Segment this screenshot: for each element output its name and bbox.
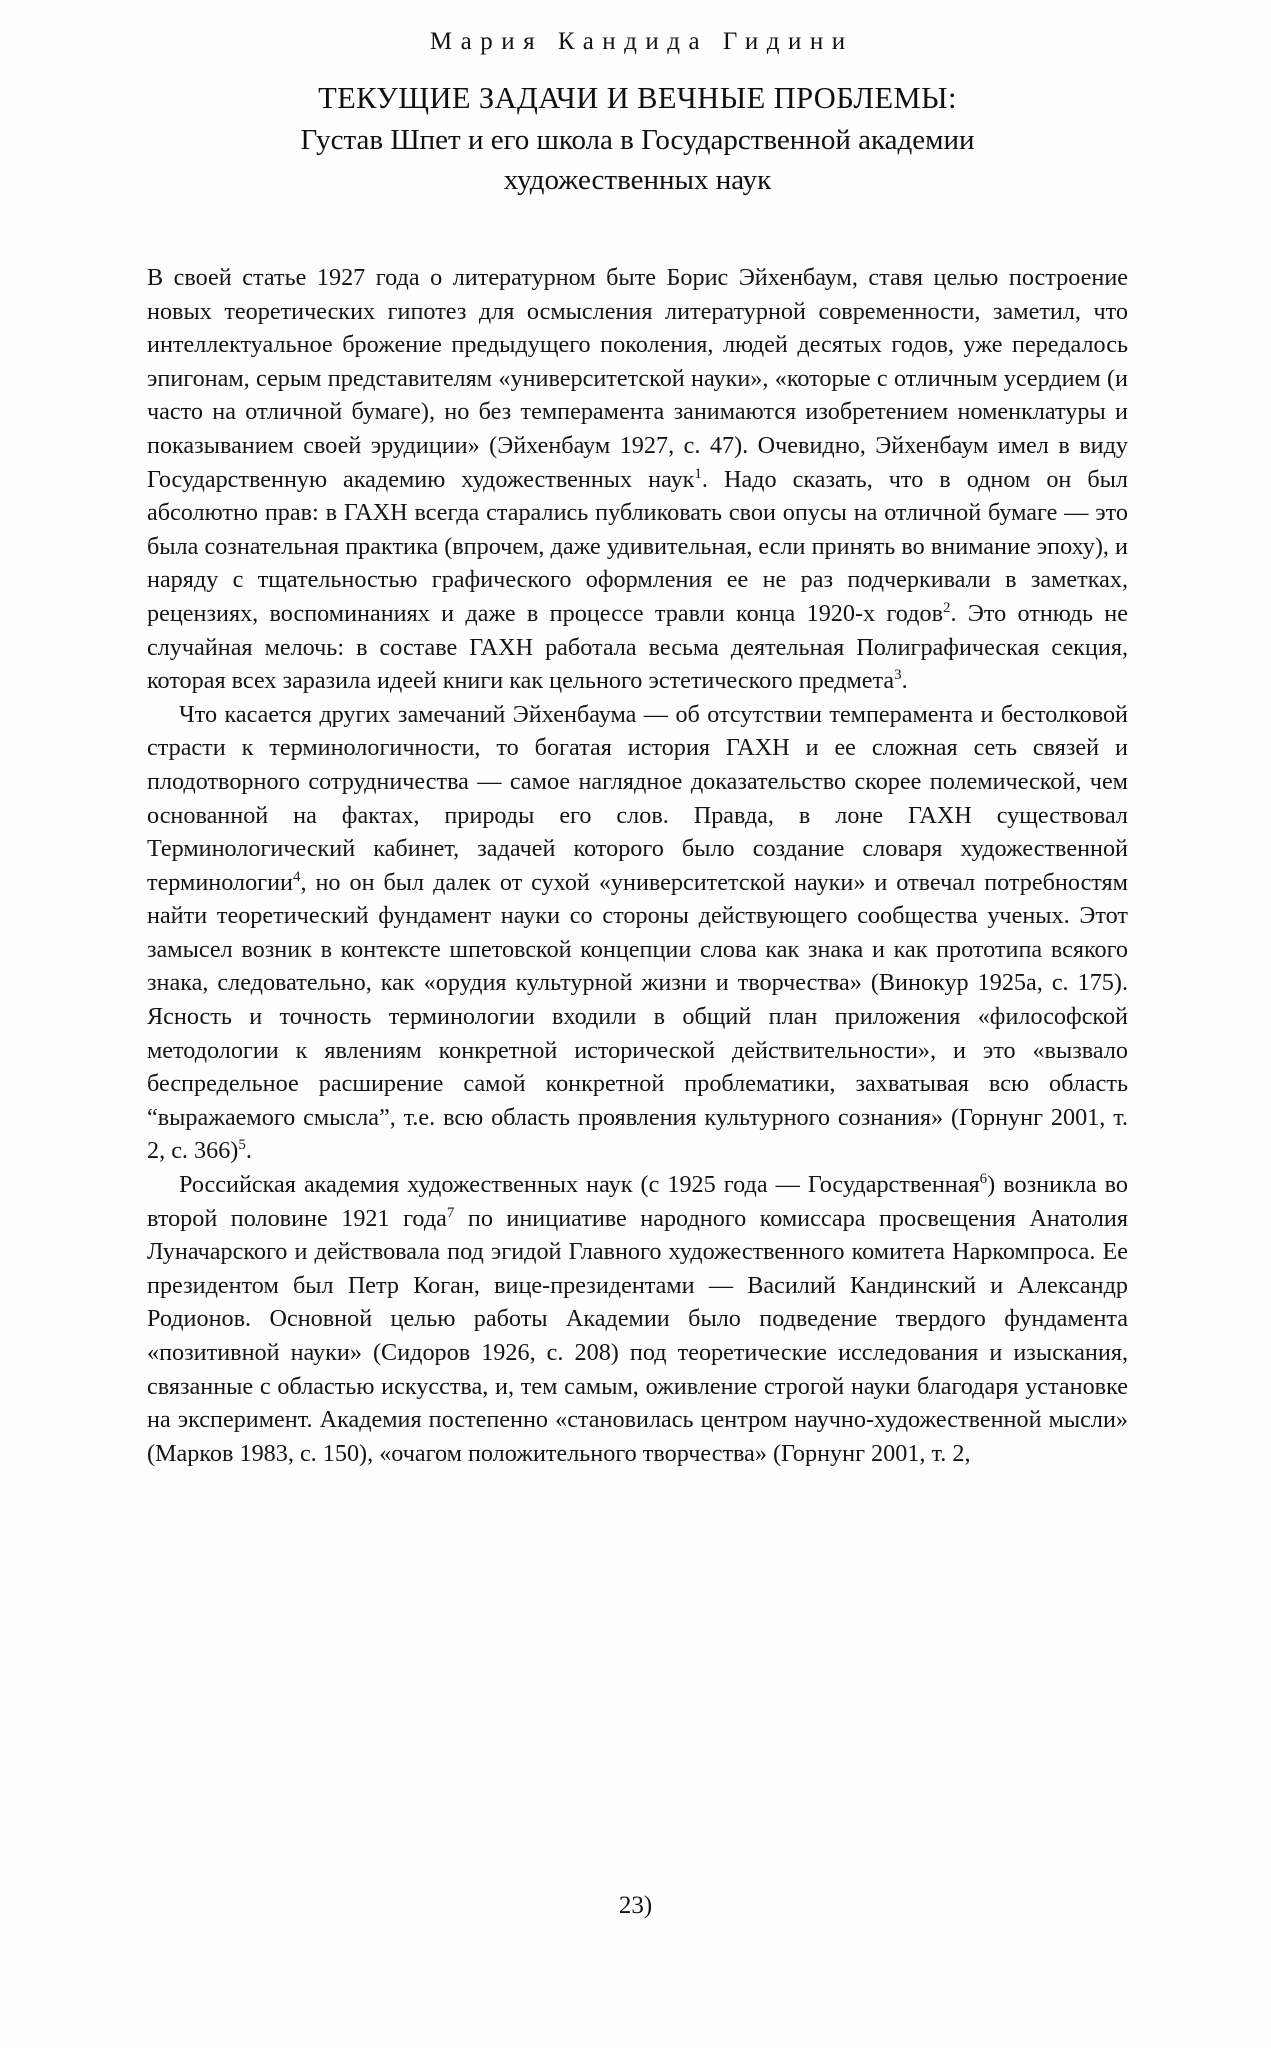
paragraph-2-text: Что касается других замечаний Эйхенбаума — об отсутствии темперамента и бестолковой страсти к терминологичности, то богатая история ГАХН и ее сложная сеть связей и плодотворного сотрудничества — самое наглядное доказательство скорее полемической, чем основанной на фактах, природы его слов. Правда, в лоне ГАХН существовал Терминологический кабинет, задачей которого было создание словаря художественной терминологии [147,700,1128,896]
paragraph-3-text-c: по инициативе народного комиссара просвещения Анатолия Луначарского и действовала под эгидой Главного художественного комитета Наркомпроса. Ее президентом был Петр Коган, вице-президентами — Василий Кандинский и Александр Родионов. Основной целью работы Академии было подведение твердого фундамента «позитивной науки» (Сидоров 1926, с. 208) под теоретические исследования и изыскания, связанные с областью искусства, и, тем самым, оживление строгой науки благодаря установке на эксперимент. Академия постепенно «становилась центром научно-художественной мысли» (Марков 1983, с. 150), «очагом положительного творчества» (Горнунг 2001, т. 2, [147,1204,1128,1467]
paragraph-1-text-d: . [901,667,908,695]
paragraph-2-text-b: , но он был далек от сухой «университетской науки» и отвечал потребностям найти теоретический фундамент науки со стороны действующего сообщества ученых. Этот замысел возник в контексте шпетовской концепции слова как знака и как прототипа всякого знака, следовательно, как «орудия культурной жизни и творчества» (Винокур 1925а, с. 175). Ясность и точность терминологии входили в общий план приложения «философской методологии к явлениям конкретной исторической действительности», и это «вызвало беспредельное расширение самой конкретной проблематики, захватывая всю область “выражаемого смысла”, т.е. всю область проявления культурного сознания» (Горнунг 2001, т. 2, с. 366) [147,868,1128,1165]
footnote-marker-1[interactable]: 1 [694,465,702,482]
article-title-block [147,78,1128,200]
paragraph-2 [147,698,1128,1168]
article-body [147,261,1128,1470]
paragraph-3-text-b: ) возникла во второй половине 1921 года [147,1171,1128,1232]
footnote-marker-4[interactable]: 4 [292,868,301,885]
paragraph-1-text-c: . Это отнюдь не случайная мелочь: в составе ГАХН работала весьма деятельная Полиграфическая секция, которая всех заразила идеей книги как цельного эстетического предмета [147,599,1128,695]
paragraph-1-text-b: . Надо сказать, что в одном он был абсолютно прав: в ГАХН всегда старались публиковать свои опусы на отличной бумаге — это была сознательная практика (впрочем, даже удивительная, если принять во внимание эпоху), и наряду с тщательностью графического оформления ее не раз подчеркивали в заметках, рецензиях, воспоминаниях и даже в процессе травли конца 1920-х годов [147,465,1128,627]
footnote-marker-2[interactable]: 2 [943,599,951,616]
footnote-marker-6[interactable]: 6 [979,1170,988,1187]
article-title-line-3: художественных наук [503,164,772,196]
footnote-marker-7[interactable]: 7 [446,1204,455,1221]
article-title-line-2: Густав Шпет и его школа в Государственной академии [300,124,975,156]
footnote-marker-3[interactable]: 3 [894,667,902,684]
paragraph-3-text: Российская академия художественных наук (с 1925 года — Государственная [179,1171,980,1199]
article-author: Мария Кандида Гидини [429,28,854,55]
paragraph-1-text: В своей статье 1927 года о литературном быте Борис Эйхенбаум, ставя целью построение новых теоретических гипотез для осмысления литературной современности, заметил, что интеллектуальное брожение предыдущего поколения, людей десятых годов, уже передалось эпигонам, серым представителям «университетской науки», «которые с отличным усердием (и часто на отличной бумаге), но без темперамента занимаются изобретением номенклатуры и показыванием своей эрудиции» (Эйхенбаум 1927, с. 47). Очевидно, Эйхенбаум имел в виду Государственную академию художественных наук [147,264,1128,493]
page-number: 23) [618,1892,653,1919]
footnote-marker-5[interactable]: 5 [238,1137,246,1154]
paragraph-1 [147,261,1128,698]
paragraph-2-text-c: . [245,1137,252,1165]
article-title-line-1: ТЕКУЩИЕ ЗАДАЧИ И ВЕЧНЫЕ ПРОБЛЕМЫ: [318,81,957,115]
paragraph-3 [147,1168,1128,1470]
